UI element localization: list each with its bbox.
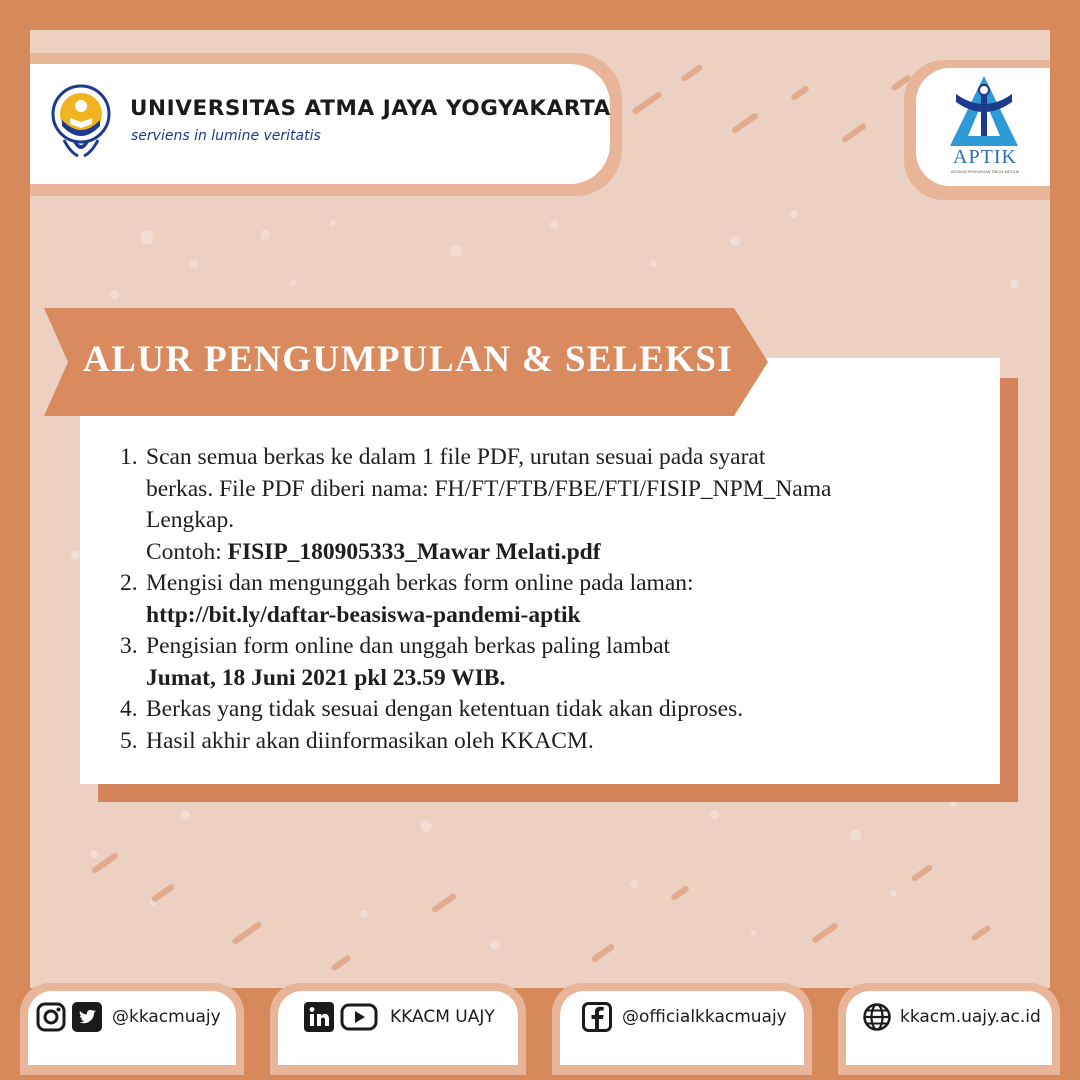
footer-label-social[interactable]: @kkacmuajy bbox=[112, 1007, 221, 1027]
step-number: 5. bbox=[120, 727, 138, 754]
decorative-speckle bbox=[70, 550, 80, 560]
steps-list bbox=[120, 442, 990, 757]
step-line-emphasis: http://bit.ly/daftar-beasiswa-pandemi-aptik bbox=[146, 601, 581, 628]
page-title: ALUR PENGUMPULAN & SELEKSI bbox=[83, 339, 734, 380]
aptik-subtitle: ASOSIASI PERGURUAN TINGGI KATOLIK bbox=[950, 170, 1020, 174]
decorative-speckle bbox=[420, 820, 432, 832]
step-line: Berkas yang tidak sesuai dengan ketentuan tidak akan diproses. bbox=[146, 696, 744, 722]
aptik-name: APTIK bbox=[953, 146, 1017, 168]
step-number: 4. bbox=[120, 696, 138, 722]
decorative-speckle bbox=[550, 220, 559, 229]
decorative-speckle bbox=[1010, 280, 1019, 289]
linkedin-icon[interactable] bbox=[304, 1002, 334, 1032]
facebook-icon[interactable] bbox=[582, 1002, 612, 1032]
step-item bbox=[120, 726, 990, 758]
decorative-dash bbox=[670, 885, 690, 901]
university-name: UNIVERSITAS ATMA JAYA YOGYAKARTA bbox=[130, 96, 611, 121]
aptik-logo-icon bbox=[948, 74, 1020, 148]
decorative-dash bbox=[811, 922, 839, 944]
step-line: Mengisi dan mengunggah berkas form online pada laman: bbox=[146, 570, 694, 596]
decorative-speckle bbox=[110, 290, 119, 299]
decorative-speckle bbox=[750, 930, 756, 936]
decorative-speckle bbox=[490, 940, 500, 950]
step-line: Hasil akhir akan diinformasikan oleh KKACM. bbox=[146, 727, 594, 754]
step-line: berkas. File PDF diberi nama: FH/FT/FTB/FBE/FTI/FISIP_NPM_Nama bbox=[146, 475, 832, 502]
university-motto: serviens in lumine veritatis bbox=[131, 128, 321, 144]
decorative-speckle bbox=[190, 260, 198, 268]
twitter-icon[interactable] bbox=[72, 1002, 102, 1032]
footer-label-media[interactable]: KKACM UAJY bbox=[390, 1007, 495, 1027]
step-line-emphasis: FISIP_180905333_Mawar Melati.pdf bbox=[227, 538, 601, 565]
step-item bbox=[120, 694, 990, 726]
decorative-dash bbox=[151, 883, 176, 903]
decorative-dash bbox=[431, 893, 457, 914]
step-line-prefix: Contoh: bbox=[146, 538, 228, 565]
decorative-speckle bbox=[650, 260, 657, 267]
footer-label-facebook[interactable]: @officialkkacmuajy bbox=[622, 1007, 787, 1027]
decorative-speckle bbox=[790, 210, 798, 218]
globe-icon[interactable] bbox=[862, 1002, 892, 1032]
decorative-speckle bbox=[730, 235, 741, 246]
decorative-speckle bbox=[260, 230, 270, 240]
decorative-speckle bbox=[90, 850, 98, 858]
decorative-speckle bbox=[330, 220, 336, 226]
step-line bbox=[146, 537, 990, 569]
decorative-speckle bbox=[890, 890, 897, 897]
step-item bbox=[120, 442, 990, 568]
decorative-dash bbox=[591, 943, 616, 963]
step-line bbox=[146, 663, 990, 695]
decorative-speckle bbox=[180, 810, 190, 820]
step-item bbox=[120, 631, 990, 694]
decorative-speckle bbox=[850, 830, 861, 841]
step-number: 3. bbox=[120, 633, 138, 659]
step-number: 1. bbox=[120, 444, 138, 470]
decorative-speckle bbox=[290, 280, 296, 286]
decorative-speckle bbox=[710, 810, 719, 819]
uajy-seal-icon bbox=[50, 80, 112, 160]
step-line: Scan semua berkas ke dalam 1 file PDF, urutan sesuai pada syarat bbox=[146, 444, 766, 470]
footer-label-website[interactable]: kkacm.uajy.ac.id bbox=[900, 1007, 1041, 1027]
decorative-speckle bbox=[630, 880, 639, 889]
step-line-emphasis: Jumat, 18 Juni 2021 pkl 23.59 WIB. bbox=[146, 664, 506, 691]
decorative-dash bbox=[330, 954, 351, 972]
decorative-speckle bbox=[360, 910, 368, 918]
step-line: Lengkap. bbox=[146, 507, 235, 533]
step-line: Pengisian form online dan unggah berkas paling lambat bbox=[146, 633, 671, 659]
university-card bbox=[30, 64, 610, 184]
decorative-dash bbox=[680, 64, 703, 83]
decorative-dash bbox=[970, 924, 991, 942]
instagram-icon[interactable] bbox=[36, 1002, 66, 1032]
decorative-speckle bbox=[140, 230, 154, 244]
step-item bbox=[120, 568, 990, 631]
decorative-dash bbox=[790, 85, 810, 101]
decorative-dash bbox=[841, 123, 867, 144]
step-line bbox=[146, 600, 990, 632]
decorative-dash bbox=[731, 112, 759, 134]
decorative-dash bbox=[910, 864, 933, 883]
decorative-dash bbox=[231, 921, 262, 945]
decorative-dash bbox=[631, 91, 662, 115]
youtube-icon[interactable] bbox=[340, 1002, 378, 1032]
step-number: 2. bbox=[120, 570, 138, 596]
decorative-speckle bbox=[450, 245, 462, 257]
